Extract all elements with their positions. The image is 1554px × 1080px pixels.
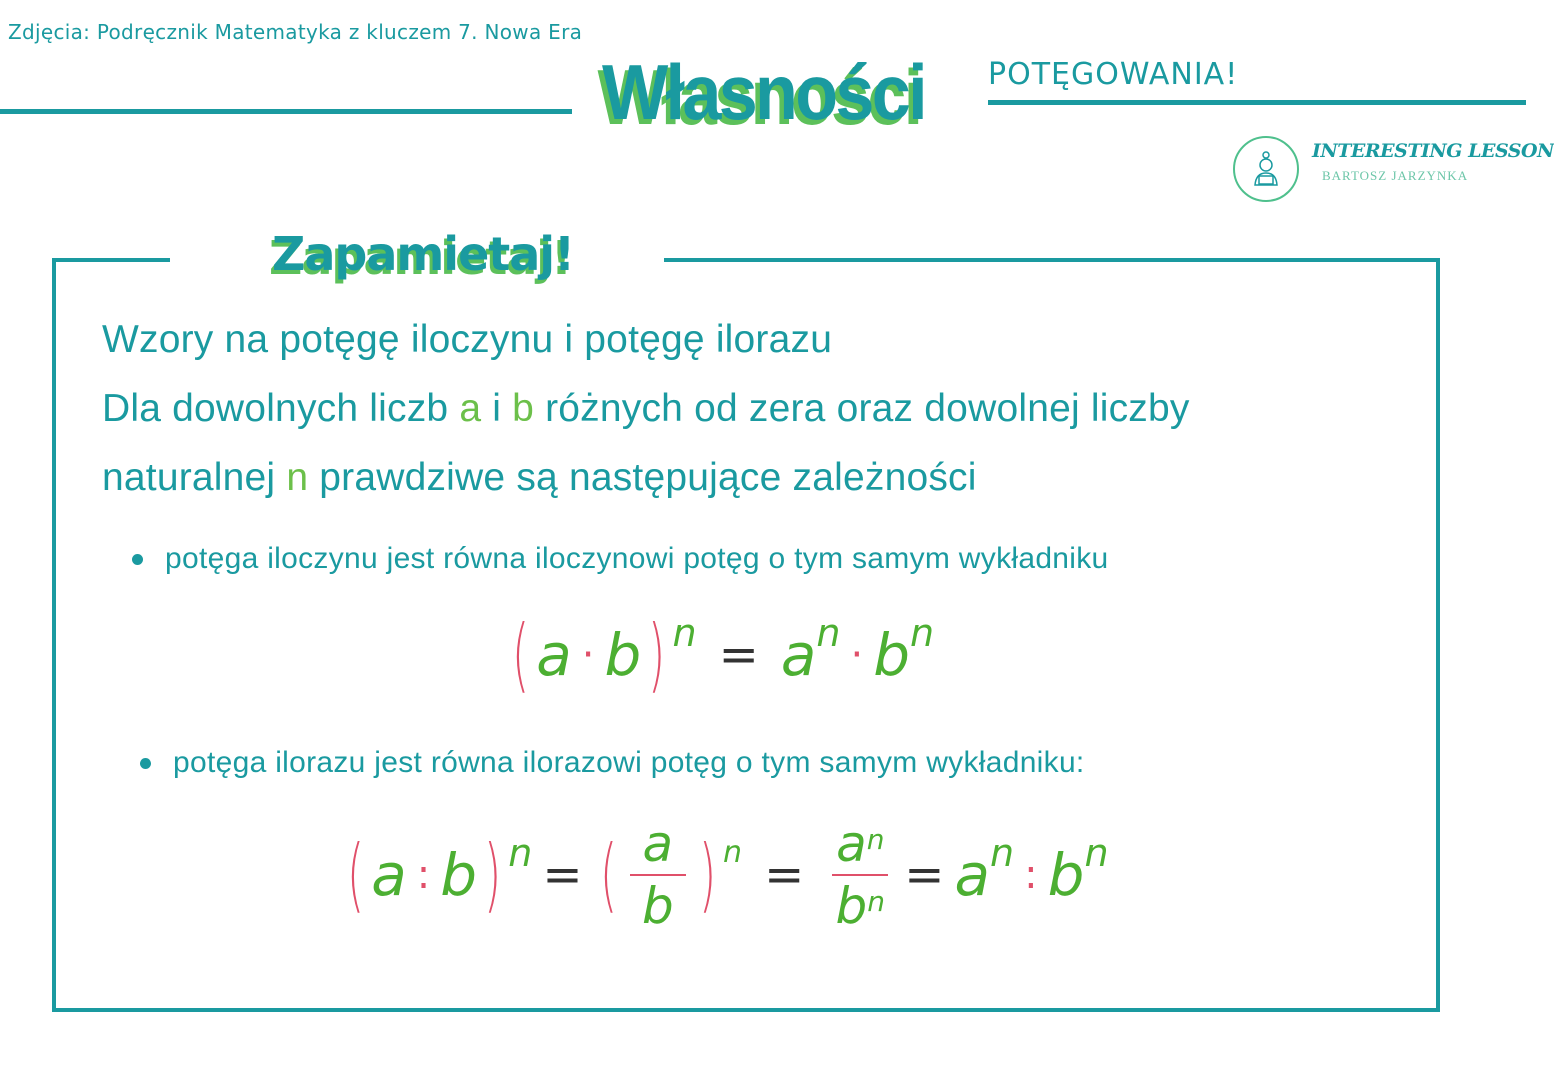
- var-b: b: [873, 621, 911, 689]
- fraction-a-over-b: [630, 817, 686, 933]
- paren: ): [698, 828, 717, 921]
- remember-heading: Zapamietaj!: [272, 227, 575, 281]
- exponent-n: n: [672, 611, 697, 655]
- formula-power-of-quotient: [340, 815, 1109, 935]
- text: różnych od zera oraz dowolnej liczby: [534, 387, 1190, 430]
- exponent-n: n: [723, 835, 743, 870]
- paren: ): [484, 828, 502, 921]
- denominator: b: [835, 877, 868, 935]
- exponent-n: n: [867, 885, 886, 918]
- photo-caption: Zdjęcia: Podręcznik Matematyka z kluczem 7. Nowa Era: [8, 20, 583, 44]
- fraction-bar: [630, 874, 686, 876]
- paren: (: [512, 608, 530, 701]
- numerator: a: [642, 815, 674, 873]
- fraction-bar: [832, 874, 888, 876]
- logo-title: INTERESTING LESSON: [1312, 140, 1554, 162]
- exponent-n: n: [990, 831, 1015, 875]
- text: prawdziwe są następujące zależności: [308, 456, 977, 499]
- logo-reader-icon: [1233, 136, 1299, 202]
- fraction-an-over-bn: [832, 817, 888, 933]
- rule-title: Wzory na potęgę iloczynu i potęgę ilorazu: [102, 318, 833, 361]
- exponent-n: n: [1084, 831, 1109, 875]
- logo-author: BARTOSZ JARZYNKA: [1322, 168, 1469, 183]
- equals: =: [718, 627, 759, 683]
- var-a: a: [536, 621, 572, 689]
- bullet-quotient-rule: potęga ilorazu jest równa ilorazowi potęg o tym samym wykładniku:: [173, 746, 1085, 779]
- var-a: a: [780, 621, 817, 689]
- rule-line-3: [102, 455, 977, 501]
- exponent-n: n: [910, 611, 935, 655]
- paren: (: [347, 828, 365, 921]
- dot-operator: ·: [850, 632, 864, 678]
- var-b: b: [1047, 841, 1085, 909]
- bullet-product-rule: potęga iloczynu jest równa iloczynowi potęg o tym samym wykładniku: [165, 542, 1109, 575]
- equals: =: [764, 847, 805, 903]
- var-b: b: [440, 841, 478, 909]
- dot-operator: ·: [581, 632, 595, 678]
- header-divider-left: [0, 109, 572, 114]
- var-b: b: [512, 387, 535, 430]
- var-a: a: [954, 841, 991, 909]
- page-title: Własności: [602, 48, 925, 136]
- paren: ): [648, 608, 666, 701]
- exponent-n: n: [508, 831, 533, 875]
- var-a: a: [371, 841, 407, 909]
- var-a: a: [459, 387, 482, 430]
- colon-operator: :: [1024, 852, 1038, 898]
- formula-power-of-product: [505, 605, 934, 705]
- header-divider-right: [988, 100, 1526, 105]
- text: i: [481, 387, 513, 430]
- equals: =: [542, 847, 583, 903]
- bullet-dot: [132, 554, 143, 565]
- page-subtitle: POTĘGOWANIA!: [988, 57, 1239, 92]
- numerator: a: [836, 815, 867, 873]
- text: Dla dowolnych liczb: [102, 387, 460, 430]
- equals: =: [904, 847, 945, 903]
- exponent-n: n: [816, 611, 841, 655]
- denominator: b: [641, 877, 674, 935]
- paren: (: [599, 828, 617, 921]
- text: naturalnej: [102, 456, 287, 499]
- exponent-n: n: [866, 823, 885, 856]
- colon-operator: :: [416, 852, 431, 898]
- var-b: b: [604, 621, 642, 689]
- rule-line-2: [102, 386, 1190, 432]
- var-n: n: [286, 456, 309, 499]
- bullet-dot: [140, 758, 151, 769]
